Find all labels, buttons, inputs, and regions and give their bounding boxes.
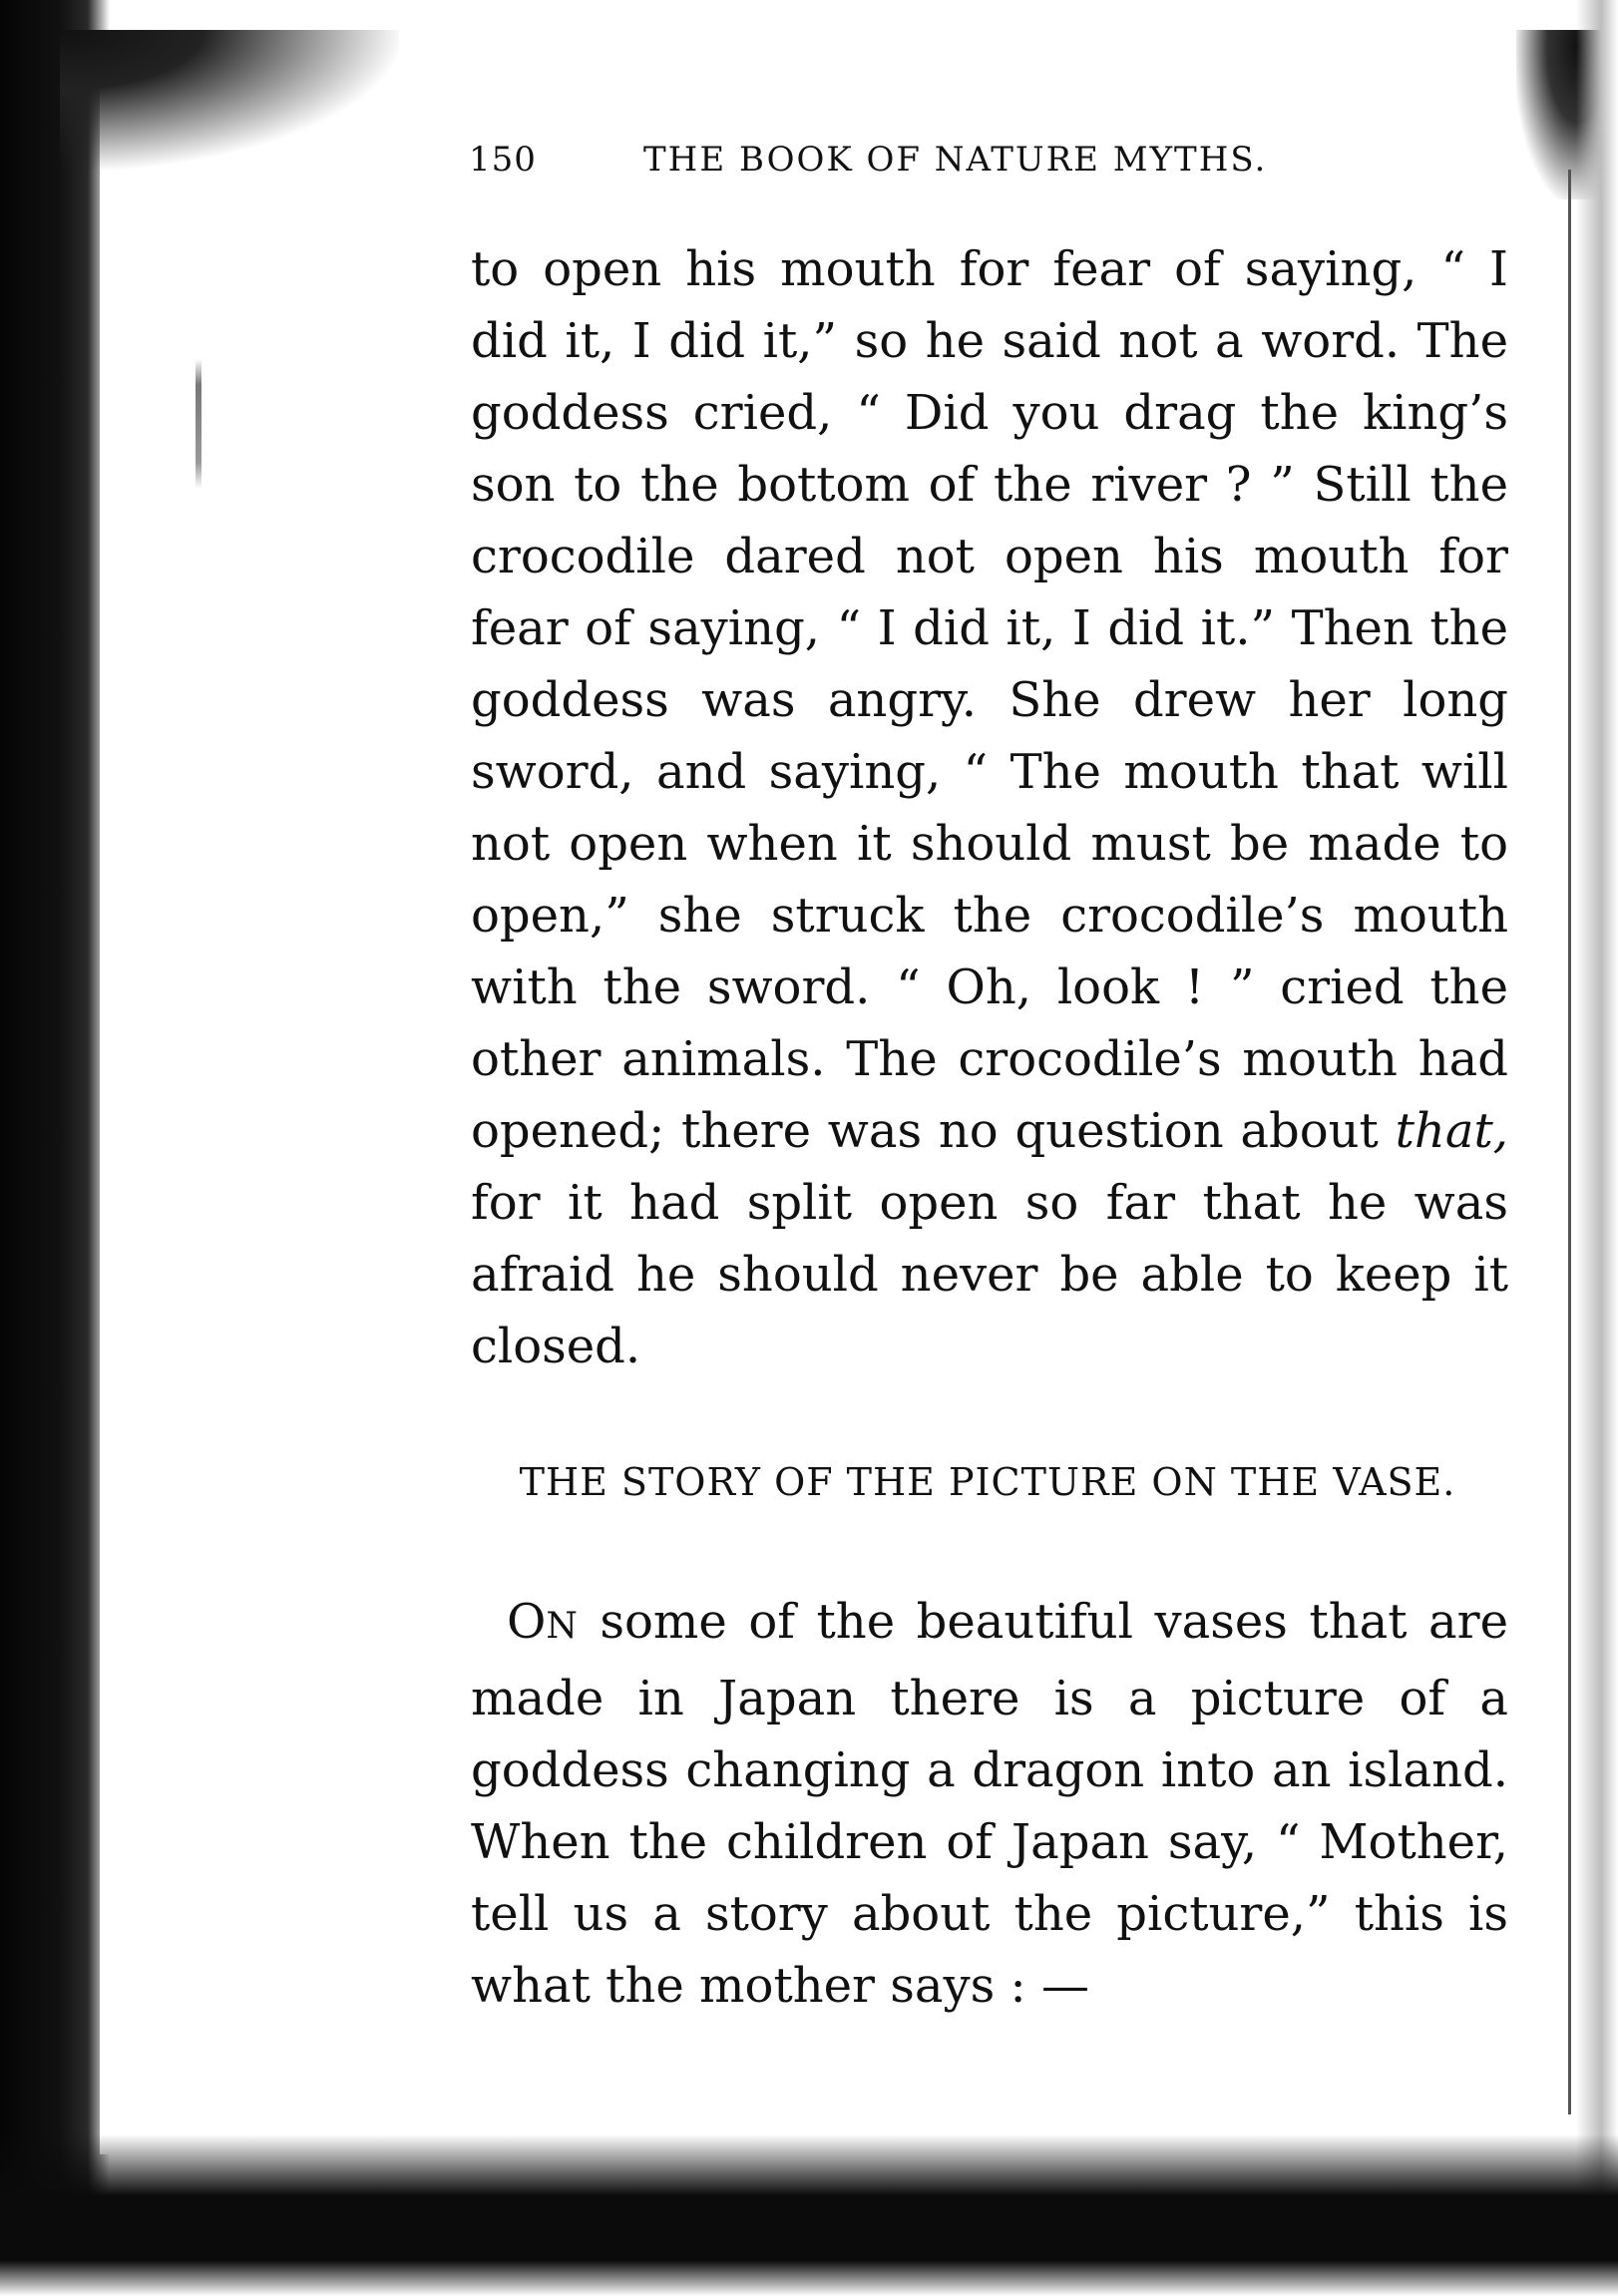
story-heading: THE STORY OF THE PICTURE ON THE VASE. (519, 1460, 1456, 1504)
paragraph-1-text: to open his mouth for fear of saying, “ I did it, I did it,” so he said not a word. The goddess cried, “ Did you drag the king’s son to the bottom of the river ? ” Still the crocodile dared not open his mouth for fear of saying, “ I did it, I did it.” Then the goddess was angry. She drew her long sword, and saying, “ The mouth that will not open when it should must be made to open,” she struck the crocodile’s mouth with the sword. “ Oh, look ! ” cried the other animals. The crocodile’s mouth had opened; there was no question about (471, 241, 1508, 1159)
scan-bottom-edge (0, 2134, 1618, 2296)
paragraph-1 (471, 233, 1508, 1382)
italic-word: that, (1395, 1103, 1508, 1159)
paragraph-2 (471, 1586, 1508, 2022)
running-head (469, 140, 1337, 190)
scan-left-edge (0, 0, 110, 2296)
drop-initial-rest: N (546, 1606, 579, 1647)
drop-initial: O (507, 1594, 547, 1650)
page-number: 150 (469, 140, 537, 180)
scan-corner-shadow (60, 30, 399, 170)
margin-mark (196, 359, 202, 489)
paragraph-2-text: some of the beautiful vases that are made in Japan there is a picture of a goddess changing a dragon into an island. When the children of Japan say, “ Mother, tell us a story about the picture,” this is what the mother says : — (471, 1594, 1508, 2014)
scan-right-edge (1576, 0, 1618, 2296)
page-edge-line (1568, 170, 1571, 2114)
running-title: THE BOOK OF NATURE MYTHS. (643, 140, 1268, 180)
paragraph-1-text-end: for it had split open so far that he was afraid he should never be able to keep it closed. (471, 1175, 1508, 1374)
